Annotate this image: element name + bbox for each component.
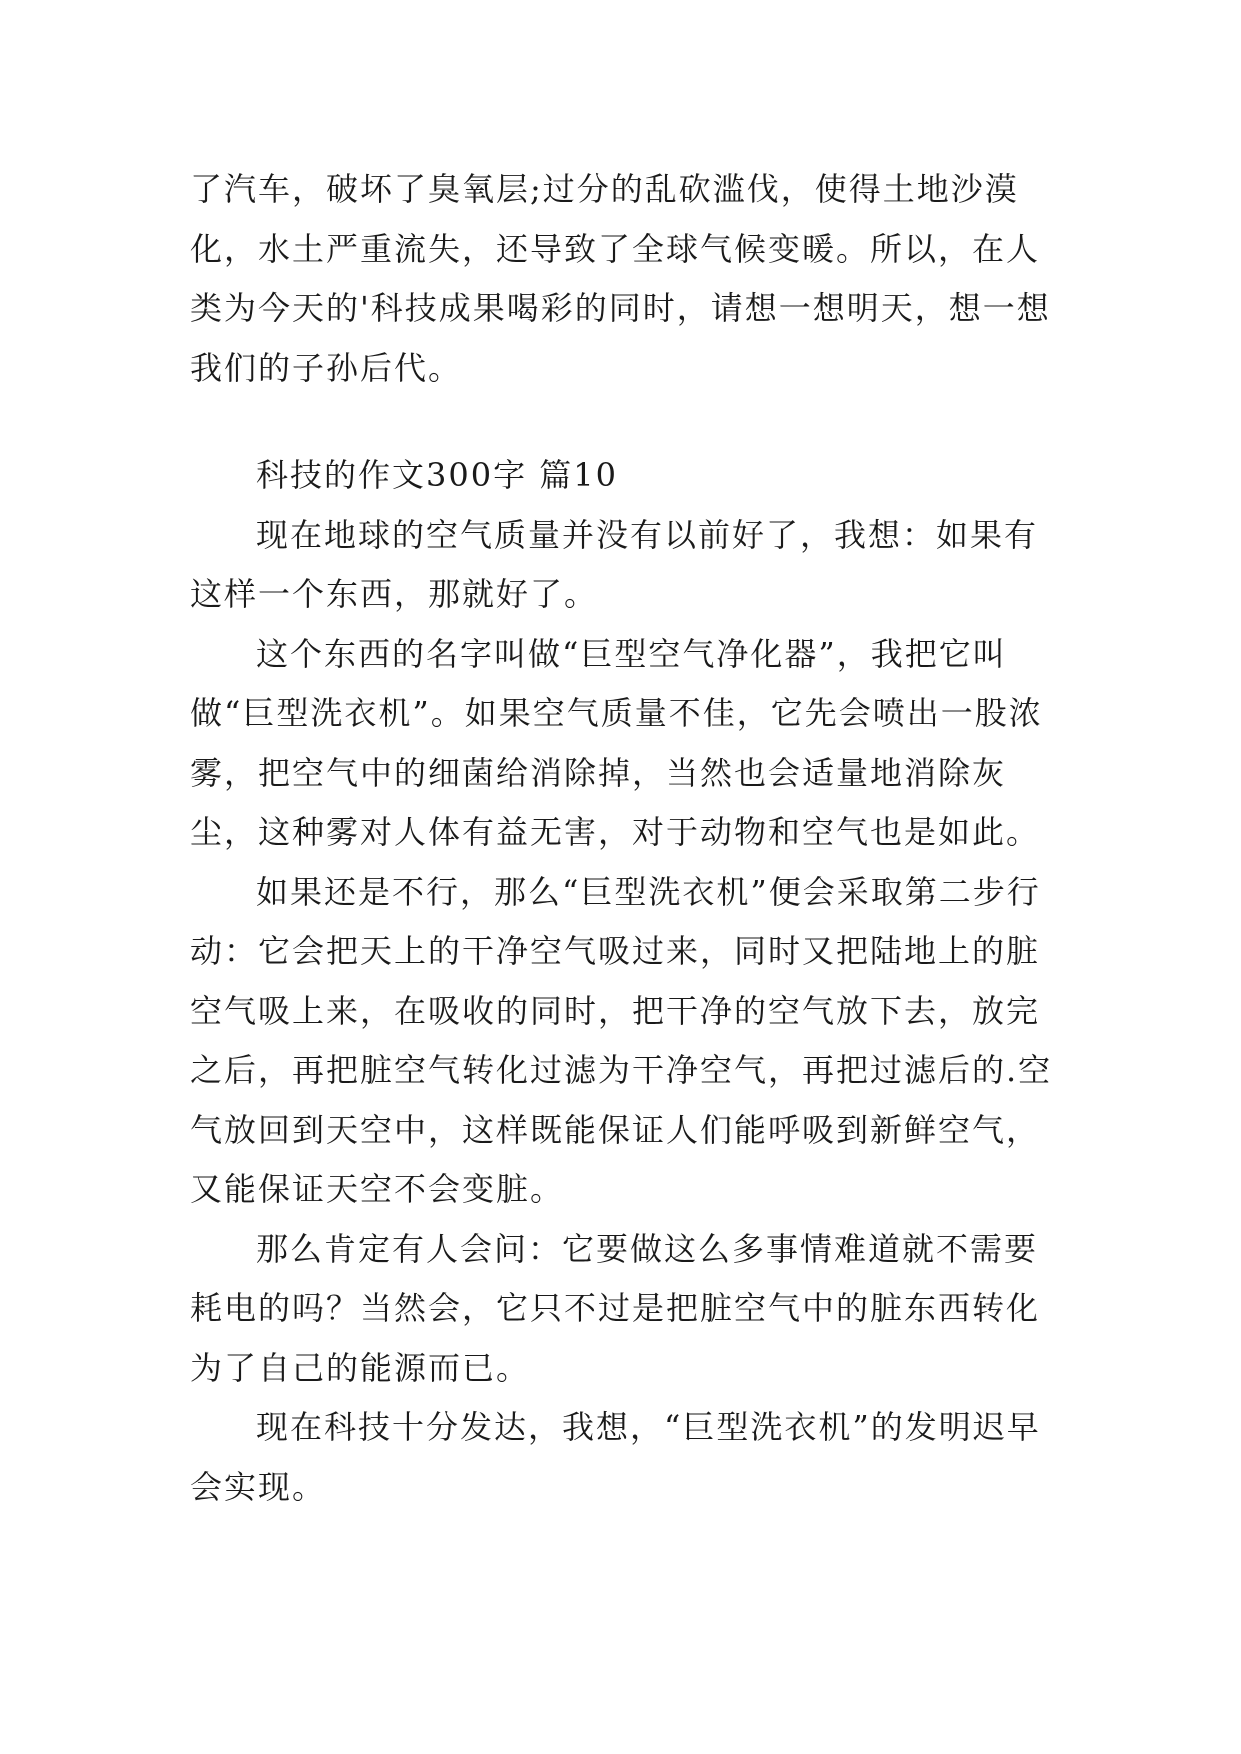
- essay-paragraph-5: 现在科技十分发达，我想，“巨型洗衣机”的发明迟早会实现。: [190, 1408, 1041, 1506]
- essay-paragraph-4: 那么肯定有人会问：它要做这么多事情难道就不需要耗电的吗？当然会，它只不过是把脏空气中的脏东西转化为了自己的能源而已。: [190, 1229, 1041, 1387]
- essay-section: [190, 446, 1060, 1517]
- essay-paragraph-3: 如果还是不行，那么“巨型洗衣机”便会采取第二步行动：它会把天上的干净空气吸过来，同时又把陆地上的脏空气吸上来，在吸收的同时，把干净的空气放下去，放完之后，再把脏空气转化过滤为干净空气，再把过滤后的.空气放回到天空中，这样既能保证人们能呼吸到新鲜空气，又能保证天空不会变脏。: [190, 872, 1053, 1208]
- essay-paragraph-2: 这个东西的名字叫做“巨型空气净化器”，我把它叫做“巨型洗衣机”。如果空气质量不佳，它先会喷出一股浓雾，把空气中的细菌给消除掉，当然也会适量地消除灰尘，这种雾对人体有益无害，对于动物和空气也是如此。: [190, 634, 1043, 851]
- continued-paragraph: 了汽车，破坏了臭氧层;过分的乱砍滥伐，使得土地沙漠化，水土严重流失，还导致了全球气候变暖。所以，在人类为今天的'科技成果喝彩的同时，请想一想明天，想一想我们的子孙后代。: [190, 170, 1051, 387]
- essay-paragraph-1: 现在地球的空气质量并没有以前好了，我想：如果有这样一个东西，那就好了。: [190, 515, 1039, 613]
- continued-text-block: [190, 160, 1060, 398]
- section-title: 科技的作文300字 篇10: [256, 456, 618, 494]
